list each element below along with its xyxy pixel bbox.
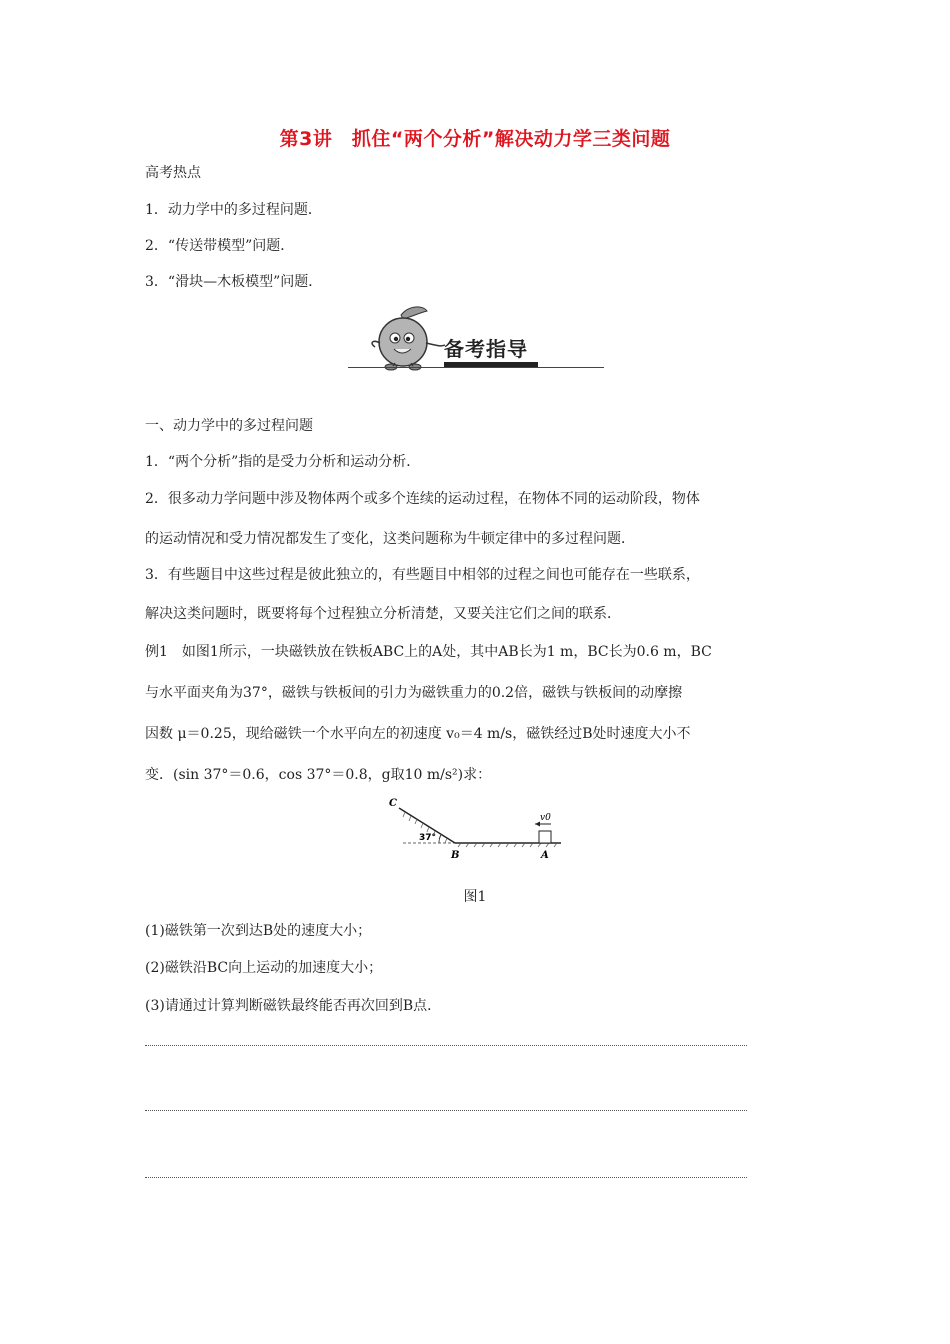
section-paragraph-2b: 的运动情况和受力情况都发生了变化，这类问题称为牛顿定律中的多过程问题． xyxy=(145,531,635,547)
page-title: 第3讲 抓住“两个分析”解决动力学三类问题 xyxy=(279,128,671,150)
guide-banner-rule xyxy=(348,367,604,368)
example-line-3: 因数 μ＝0.25，现给磁铁一个水平向左的初速度 v₀＝4 m/s，磁铁经过B处时速度大小不 xyxy=(145,726,691,742)
question-1: (1)磁铁第一次到达B处的速度大小； xyxy=(145,923,372,939)
figure-label-b: B xyxy=(451,850,460,861)
incline-figure xyxy=(385,790,575,865)
hot-topic-item-3: 3．“滑块—木板模型”问题． xyxy=(145,274,323,290)
section-paragraph-1: 1．“两个分析”指的是受力分析和运动分析． xyxy=(145,454,421,470)
figure-label-c: C xyxy=(389,798,397,809)
example-line-2: 与水平面夹角为37°，磁铁与铁板间的引力为磁铁重力的0.2倍，磁铁与铁板间的动摩擦 xyxy=(145,685,683,701)
answer-line xyxy=(145,1177,747,1178)
answer-line xyxy=(145,1045,747,1046)
hot-topics-heading: 高考热点 xyxy=(145,165,201,181)
figure-angle-label: 37° xyxy=(419,833,437,843)
hot-topic-item-2: 2．“传送带模型”问题． xyxy=(145,238,295,254)
figure-caption: 图1 xyxy=(463,889,487,905)
guide-banner-label: 备考指导 xyxy=(444,337,528,361)
example-line-4: 变．(sin 37°＝0.6，cos 37°＝0.8，g取10 m/s²)求： xyxy=(145,767,492,783)
section-paragraph-3a: 3．有些题目中这些过程是彼此独立的，有些题目中相邻的过程之间也可能存在一些联系， xyxy=(145,567,700,583)
figure-velocity-label: v0 xyxy=(540,813,551,823)
section-paragraph-2a: 2．很多动力学问题中涉及物体两个或多个连续的运动过程，在物体不同的运动阶段，物体 xyxy=(145,491,700,507)
question-3: (3)请通过计算判断磁铁最终能否再次回到B点． xyxy=(145,998,442,1014)
figure-label-a: A xyxy=(541,850,549,861)
answer-line xyxy=(145,1110,747,1111)
section-heading: 一、动力学中的多过程问题 xyxy=(145,418,313,434)
example-line-1: 例1 如图1所示，一块磁铁放在铁板ABC上的A处，其中AB长为1 m，BC长为0.6 m，BC xyxy=(145,644,712,660)
hot-topic-item-1: 1．动力学中的多过程问题． xyxy=(145,202,322,218)
section-paragraph-3b: 解决这类问题时，既要将每个过程独立分析清楚，又要关注它们之间的联系． xyxy=(145,606,621,622)
question-2: (2)磁铁沿BC向上运动的加速度大小； xyxy=(145,960,383,976)
